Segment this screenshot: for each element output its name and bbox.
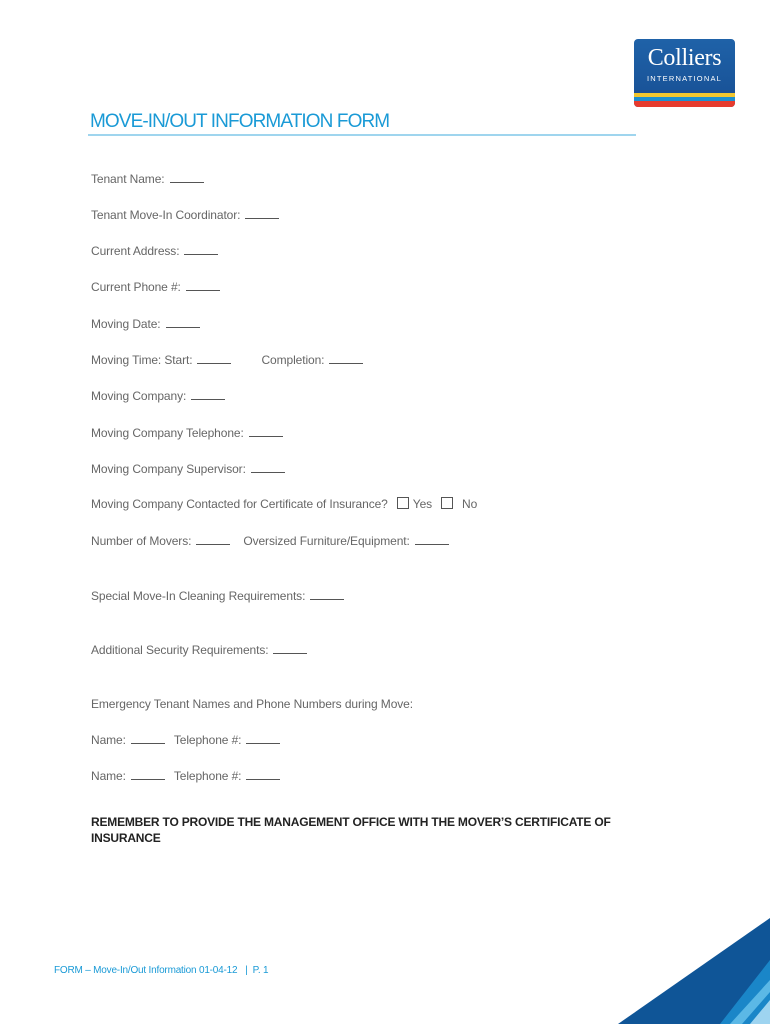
current-address-field[interactable]: [184, 244, 218, 255]
security-label: Additional Security Requirements:: [91, 643, 269, 657]
company-supervisor-label: Moving Company Supervisor:: [91, 462, 246, 476]
emergency-name-field-1[interactable]: [131, 733, 165, 744]
current-phone-row: [91, 280, 220, 294]
moving-company-row: [91, 389, 225, 403]
moving-time-row: [91, 353, 363, 367]
emergency-name-label: Name:: [91, 733, 126, 747]
emergency-heading: Emergency Tenant Names and Phone Numbers during Move:: [91, 697, 413, 711]
company-telephone-row: [91, 426, 283, 440]
coordinator-label: Tenant Move-In Coordinator:: [91, 208, 241, 222]
completion-label: Completion:: [261, 353, 325, 367]
company-telephone-field[interactable]: [249, 426, 283, 437]
completion-field[interactable]: [329, 353, 363, 364]
moving-company-field[interactable]: [191, 389, 225, 400]
emergency-contact-row-1: [91, 733, 280, 747]
coordinator-row: [91, 208, 279, 222]
insurance-reminder: REMEMBER TO PROVIDE THE MANAGEMENT OFFICE WITH THE MOVER’S CERTIFICATE OF INSURANCE: [91, 815, 611, 845]
moving-date-label: Moving Date:: [91, 317, 161, 331]
page-footer: FORM – Move-In/Out Information 01-04-12 | P. 1: [54, 965, 269, 976]
current-phone-field[interactable]: [186, 280, 220, 291]
moving-date-field[interactable]: [166, 317, 200, 328]
coordinator-field[interactable]: [245, 208, 279, 219]
logo-name: Colliers: [647, 45, 722, 71]
form-title: MOVE-IN/OUT INFORMATION FORM: [90, 111, 390, 132]
insurance-row: [91, 497, 477, 511]
yes-checkbox[interactable]: [397, 497, 409, 509]
current-address-row: [91, 244, 218, 258]
emergency-name-field-2[interactable]: [131, 769, 165, 780]
oversized-label: Oversized Furniture/Equipment:: [243, 534, 410, 548]
emergency-contact-row-2: [91, 769, 280, 783]
moving-time-start-label: Moving Time: Start:: [91, 353, 193, 367]
emergency-telephone-label: Telephone #:: [173, 733, 242, 747]
no-checkbox[interactable]: [441, 497, 453, 509]
tenant-name-row: [91, 172, 204, 186]
logo-subtitle: INTERNATIONAL: [646, 74, 723, 83]
security-row: [91, 643, 307, 657]
company-telephone-label: Moving Company Telephone:: [91, 426, 244, 440]
corner-graphic: [600, 900, 770, 1024]
oversized-field[interactable]: [415, 534, 449, 545]
emergency-telephone-field-2[interactable]: [246, 769, 280, 780]
moving-company-label: Moving Company:: [91, 389, 187, 403]
emergency-name-label: Name:: [91, 769, 126, 783]
cleaning-field[interactable]: [310, 589, 344, 600]
no-label: No: [462, 497, 478, 511]
tenant-name-label: Tenant Name:: [91, 172, 165, 186]
insurance-question-label: Moving Company Contacted for Certificate of Insurance?: [91, 497, 388, 511]
movers-row: [91, 534, 449, 548]
title-divider: [88, 134, 636, 136]
current-address-label: Current Address:: [91, 244, 180, 258]
logo-stripe-red: [634, 101, 735, 107]
number-of-movers-label: Number of Movers:: [91, 534, 192, 548]
number-of-movers-field[interactable]: [196, 534, 230, 545]
yes-label: Yes: [412, 497, 433, 511]
cleaning-label: Special Move-In Cleaning Requirements:: [91, 589, 306, 603]
cleaning-row: [91, 589, 344, 603]
emergency-telephone-field-1[interactable]: [246, 733, 280, 744]
moving-time-start-field[interactable]: [197, 353, 231, 364]
tenant-name-field[interactable]: [170, 172, 204, 183]
colliers-logo: [634, 39, 735, 107]
emergency-telephone-label: Telephone #:: [173, 769, 242, 783]
moving-date-row: [91, 317, 200, 331]
security-field[interactable]: [273, 643, 307, 654]
current-phone-label: Current Phone #:: [91, 280, 181, 294]
company-supervisor-field[interactable]: [251, 462, 285, 473]
company-supervisor-row: [91, 462, 285, 476]
